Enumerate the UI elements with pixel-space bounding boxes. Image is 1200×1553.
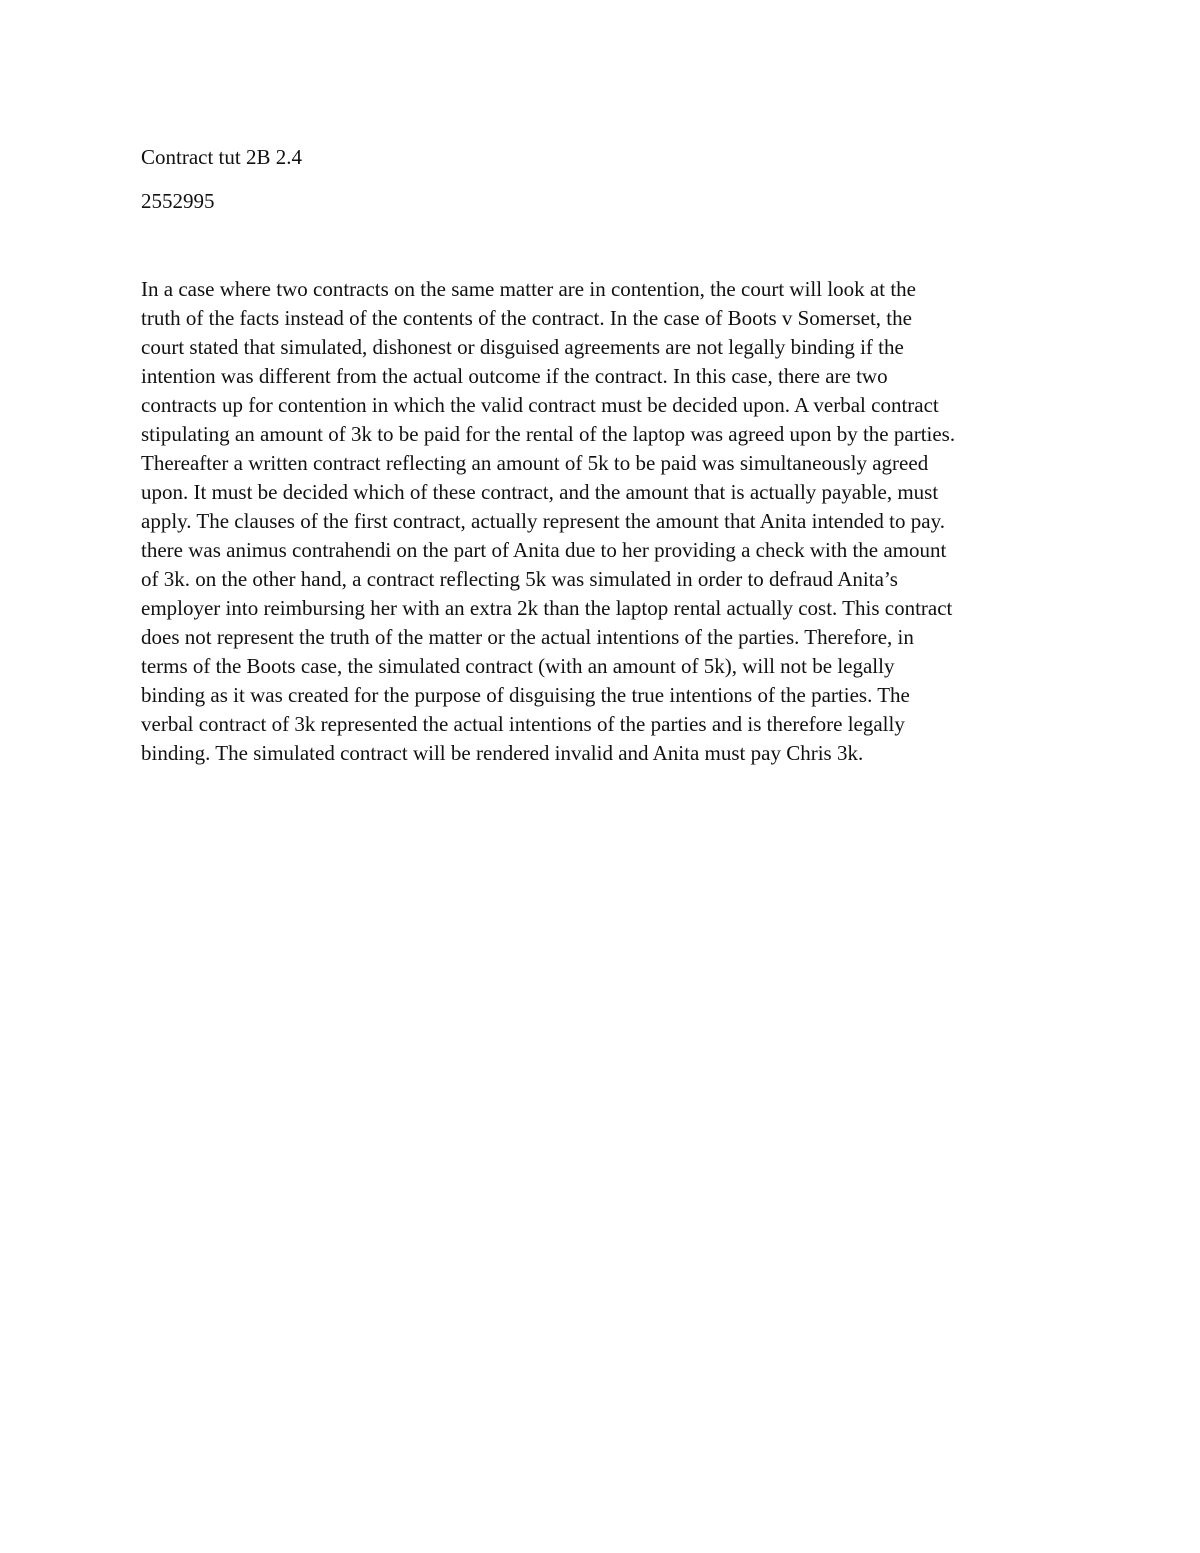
paragraph-line: truth of the facts instead of the contents of the contract. In the case of Boots v Somerset, the xyxy=(141,306,912,330)
paragraph-line: terms of the Boots case, the simulated contract (with an amount of 5k), will not be legally xyxy=(141,654,895,678)
paragraph-line: In a case where two contracts on the same matter are in contention, the court will look at the xyxy=(141,277,916,301)
paragraph-line: Thereafter a written contract reflecting an amount of 5k to be paid was simultaneously agreed xyxy=(141,451,929,475)
paragraph-line: there was animus contrahendi on the part of Anita due to her providing a check with the amount xyxy=(141,538,947,562)
paragraph-line: apply. The clauses of the first contract, actually represent the amount that Anita intended to pay. xyxy=(141,509,945,533)
paragraph-line: binding. The simulated contract will be rendered invalid and Anita must pay Chris 3k. xyxy=(141,741,864,765)
paragraph-line: court stated that simulated, dishonest or disguised agreements are not legally binding if the xyxy=(141,335,904,359)
paragraph-line: contracts up for contention in which the valid contract must be decided upon. A verbal contract xyxy=(141,393,939,417)
paragraph-line: does not represent the truth of the matter or the actual intentions of the parties. Therefore, in xyxy=(141,625,914,649)
paragraph-line: binding as it was created for the purpose of disguising the true intentions of the parties. The xyxy=(141,683,910,707)
paragraph-line: of 3k. on the other hand, a contract reflecting 5k was simulated in order to defraud Anita’s xyxy=(141,567,898,591)
paragraph-line: intention was different from the actual outcome if the contract. In this case, there are two xyxy=(141,364,888,388)
answer-paragraph xyxy=(141,275,1071,768)
paragraph-line: stipulating an amount of 3k to be paid for the rental of the laptop was agreed upon by the parties. xyxy=(141,422,956,446)
student-number: 2552995 xyxy=(141,189,215,213)
paragraph-line: employer into reimbursing her with an extra 2k than the laptop rental actually cost. This contract xyxy=(141,596,953,620)
paragraph-line: verbal contract of 3k represented the actual intentions of the parties and is therefore legally xyxy=(141,712,905,736)
paragraph-line: upon. It must be decided which of these contract, and the amount that is actually payable, must xyxy=(141,480,939,504)
document-title: Contract tut 2B 2.4 xyxy=(141,145,302,169)
